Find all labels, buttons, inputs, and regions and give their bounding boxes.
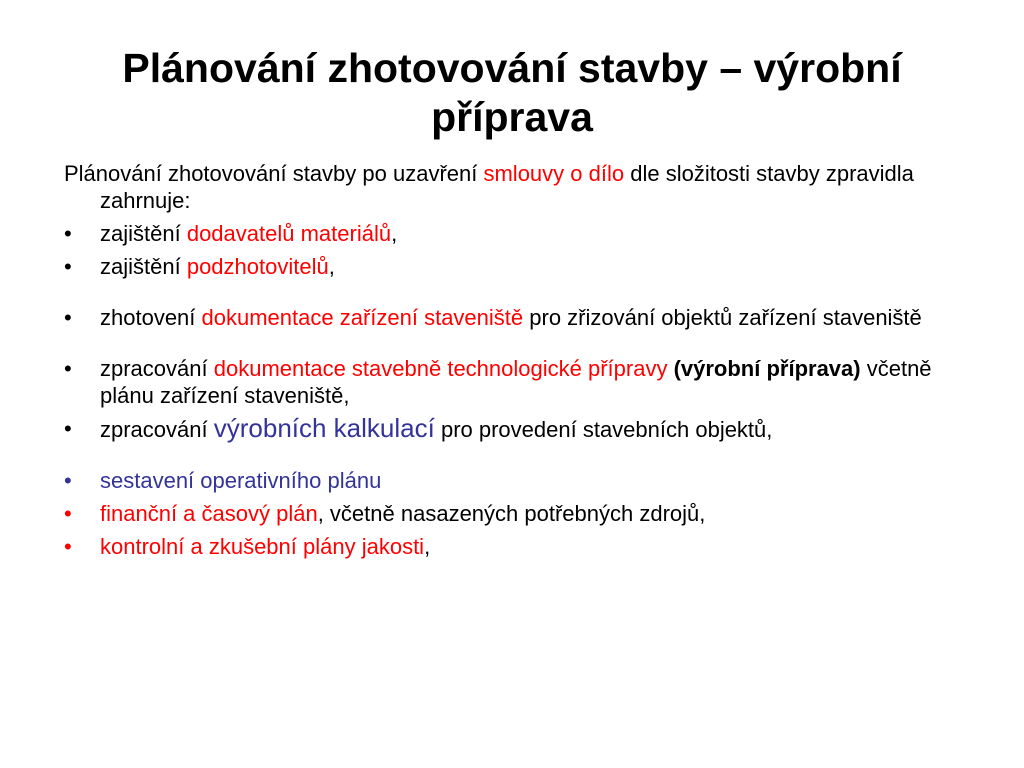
- bullet-icon: •: [64, 221, 72, 246]
- item-highlight: finanční a časový plán: [100, 501, 318, 526]
- list-item: [64, 533, 974, 560]
- item-text-end: pro provedení stavebních objektů,: [434, 417, 773, 442]
- list-item: [64, 500, 974, 527]
- item-highlight: výrobních kalkulací: [213, 413, 435, 443]
- item-text: zhotovení: [100, 305, 202, 330]
- item-text-end: včetně plánu zařízení staveniště,: [100, 356, 932, 408]
- list-item: [64, 355, 974, 409]
- item-bold-text: (výrobní příprava): [667, 356, 861, 381]
- intro-paragraph: [64, 160, 1000, 214]
- item-highlight: podzhotovitelů: [186, 254, 329, 279]
- list-item: [64, 220, 974, 247]
- item-text: zajištění: [100, 254, 187, 279]
- bullet-list: [64, 220, 974, 566]
- slide-title: Plánování zhotovování stavby – výrobní příprava: [122, 45, 902, 140]
- item-highlight: kontrolní a zkušební plány jakosti: [100, 534, 425, 559]
- item-text: zajištění: [100, 221, 187, 246]
- bullet-icon: •: [64, 305, 72, 330]
- bullet-icon: •: [64, 468, 72, 493]
- item-text-end: pro zřizování objektů zařízení staveniště: [523, 305, 922, 330]
- item-text-end: , včetně nasazených potřebných zdrojů,: [317, 501, 706, 526]
- item-highlight: sestavení operativního plánu: [100, 468, 382, 493]
- intro-highlight: smlouvy o dílo: [483, 161, 625, 186]
- item-text-end: ,: [391, 221, 398, 246]
- list-item: [64, 253, 974, 280]
- item-text-end: ,: [328, 254, 335, 279]
- intro-text-end: dle složitosti stavby zpravidla zahrnuje:: [100, 161, 914, 213]
- bullet-icon: •: [64, 501, 72, 526]
- item-text-end: ,: [424, 534, 431, 559]
- bullet-icon: •: [64, 534, 72, 559]
- item-highlight: dodavatelů materiálů: [186, 221, 392, 246]
- list-item: [64, 467, 974, 494]
- item-highlight: dokumentace stavebně technologické přípravy: [213, 356, 668, 381]
- item-highlight: dokumentace zařízení staveniště: [201, 305, 524, 330]
- bullet-icon: •: [64, 356, 72, 381]
- list-item: [64, 304, 974, 331]
- bullet-icon: •: [64, 416, 72, 441]
- item-text: zpracování: [100, 417, 214, 442]
- intro-text: Plánování zhotovování stavby po uzavření: [64, 161, 484, 186]
- bullet-icon: •: [64, 254, 72, 279]
- list-item: [64, 415, 974, 443]
- item-text: zpracování: [100, 356, 214, 381]
